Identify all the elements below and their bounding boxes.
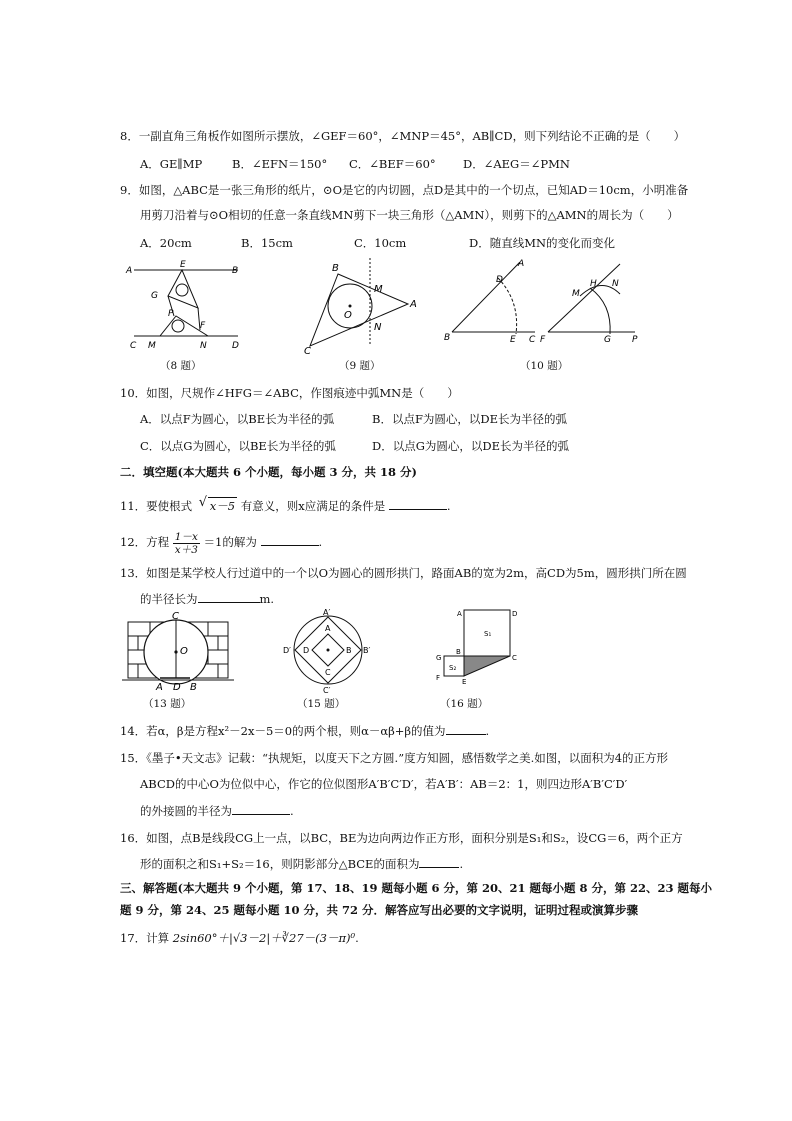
- figure-10: [440, 256, 645, 348]
- section-3-heading-line2: 题 9 分，第 24、25 题每小题 10 分，共 72 分．解答应写出必要的文字说明，证明过程或演算步骤: [120, 903, 639, 917]
- q15-line3-end: .: [290, 804, 294, 818]
- q16-line1: 16．如图，点B是线段CG上一点，以BC，BE为边向两边作正方形，面积分别是S₁和S₂，设CG＝6，两个正方: [120, 831, 683, 845]
- fig13-label-d: D: [173, 682, 181, 692]
- fig9-label-o: O: [344, 310, 352, 321]
- fig13-label-c: C: [172, 611, 179, 622]
- q15-line1: 15．《墨子•天文志》记载：“执规矩，以度天下之方圆.”度方知圆，感悟数学之美.如图，以面积为4的正方形: [120, 751, 669, 765]
- fig15-label-d: D: [303, 646, 310, 655]
- fig13-caption: （13 题）: [143, 698, 192, 710]
- q11-radical: √ x－5: [208, 497, 237, 514]
- fig16-label-d: D: [512, 610, 518, 618]
- fig15-label-a-prime: A′: [323, 608, 331, 617]
- q8-option-a: A．GE∥MP: [140, 157, 203, 171]
- q16-answer-blank[interactable]: [419, 856, 459, 868]
- q13-answer-blank[interactable]: [198, 591, 260, 603]
- q9-stem-line1: 9．如图，△ABC是一张三角形的纸片，⊙O是它的内切圆，点D是其中的一个切点，已知AD＝10cm，小明准备: [120, 183, 689, 197]
- fig10-label-g: G: [604, 335, 611, 345]
- figure-16: [428, 606, 524, 692]
- fig9-label-b: B: [332, 263, 339, 274]
- fig13-label-o: O: [180, 646, 188, 657]
- q16-line2: [140, 856, 463, 872]
- q17-pre: 17．计算: [120, 931, 170, 945]
- q16-line2-pre: 形的面积之和S₁+S₂＝16，则阴影部分△BCE的面积为: [140, 857, 420, 871]
- q11-post: 有意义，则x应满足的条件是: [240, 499, 386, 513]
- q15-line2: ABCD的中心O为位似中心，作它的位似图形A′B′C′D′，若A′B′：AB＝2：1，则四边形A′B′C′D′: [140, 777, 628, 791]
- q13-line2: [140, 591, 274, 607]
- fig9-caption: （9 题）: [339, 360, 381, 372]
- fig8-label-f: F: [200, 321, 206, 331]
- fig15-label-b-prime: B′: [363, 646, 371, 655]
- q17-end: .: [355, 931, 359, 945]
- q10-option-b: B．以点F为圆心，以DE长为半径的弧: [372, 412, 568, 426]
- q17: [120, 930, 359, 946]
- q8-option-d: D．∠AEG＝∠PMN: [463, 157, 570, 171]
- fig8-label-n: N: [200, 341, 207, 351]
- fig8-label-m: M: [148, 341, 156, 351]
- fig10-label-a: A: [518, 259, 525, 269]
- q11-pre: 11．要使根式: [120, 499, 193, 513]
- q13-line1: 13．如图是某学校人行过道中的一个以O为圆心的圆形拱门，路面AB的宽为2m，高CD为5m，圆形拱门所在圆: [120, 566, 687, 580]
- q8-option-c: C．∠BEF＝60°: [349, 157, 436, 171]
- q16-line2-end: .: [459, 857, 464, 871]
- q8-option-b: B．∠EFN＝150°: [232, 157, 328, 171]
- q9-stem-line2: 用剪刀沿着与⊙O相切的任意一条直线MN剪下一块三角形（△AMN），则剪下的△AMN的周长为（ ）: [140, 208, 679, 222]
- q12-fraction: [173, 531, 200, 556]
- fig10-label-m: M: [572, 289, 580, 299]
- fig8-label-g: G: [151, 291, 158, 301]
- q8-stem: 8．一副直角三角板作如图所示摆放，∠GEF＝60°，∠MNP＝45°，AB∥CD，则下列结论不正确的是（ ）: [120, 129, 686, 143]
- fig16-label-s1: S₁: [484, 630, 492, 638]
- q12-answer-blank[interactable]: [261, 534, 319, 546]
- q14-text: 14．若α，β是方程x²－2x－5＝0的两个根，则α－αβ+β的值为: [120, 724, 446, 738]
- fig10-label-p: P: [632, 335, 638, 345]
- q12-post: ＝1的解为: [203, 535, 257, 549]
- q15-line3-pre: 的外接圆的半径为: [140, 804, 232, 818]
- q15-line3: [140, 803, 294, 819]
- q17-expression: 2sin60°＋|√3－2|＋∛27－(3－π)⁰: [172, 931, 356, 945]
- fig16-label-c: C: [512, 654, 517, 662]
- fig8-label-c: C: [130, 341, 137, 351]
- fig9-label-a: A: [410, 299, 417, 310]
- q9-option-c: C．10cm: [354, 236, 407, 250]
- fig9-label-c: C: [304, 346, 311, 356]
- fig8-label-a: A: [126, 266, 133, 276]
- fig10-label-c: C: [529, 335, 536, 345]
- fig9-label-m: M: [374, 284, 383, 295]
- fig16-caption: （16 题）: [440, 698, 489, 710]
- q9-option-b: B．15cm: [241, 236, 293, 250]
- q12: [120, 528, 322, 556]
- fig9-label-n: N: [374, 322, 382, 333]
- q13-line2-pre: 的半径长为: [140, 592, 198, 606]
- q11-answer-blank[interactable]: [389, 498, 447, 510]
- q12-end: .: [318, 535, 323, 549]
- q9-option-d: D．随直线MN的变化而变化: [469, 236, 616, 250]
- figure-8: [120, 258, 250, 353]
- fig15-label-d-prime: D′: [283, 646, 291, 655]
- fig8-label-e: E: [180, 260, 186, 270]
- fig8-label-p: P: [168, 309, 174, 319]
- fig13-label-b: B: [190, 682, 197, 692]
- fig16-label-b: B: [456, 648, 461, 656]
- fig16-label-a: A: [457, 610, 462, 618]
- fig16-label-g: G: [436, 654, 442, 662]
- fig15-label-c-prime: C′: [323, 686, 331, 694]
- q10-option-a: A．以点F为圆心，以BE长为半径的弧: [140, 412, 335, 426]
- q14: [120, 723, 489, 739]
- fig16-label-e: E: [462, 678, 467, 686]
- q10-option-c: C．以点G为圆心，以BE长为半径的弧: [140, 439, 336, 453]
- figure-9: [300, 258, 425, 356]
- q13-line2-post: m.: [259, 592, 275, 606]
- fig8-label-b: B: [232, 266, 239, 276]
- fig10-label-e: E: [510, 335, 516, 345]
- fig15-label-b: B: [346, 646, 352, 655]
- fig10-label-b: B: [444, 333, 451, 343]
- fig8-caption: （8 题）: [160, 360, 202, 372]
- fig13-label-a: A: [156, 682, 163, 692]
- q9-option-a: A．20cm: [140, 236, 192, 250]
- q15-answer-blank[interactable]: [232, 803, 290, 815]
- fig15-label-c: C: [325, 668, 331, 677]
- fig15-caption: （15 题）: [297, 698, 346, 710]
- section-3-heading-line1: 三、解答题(本大题共 9 个小题，第 17、18、19 题每小题 6 分，第 20、21 题每小题 8 分，第 22、23 题每小: [120, 881, 713, 895]
- q14-end: .: [485, 724, 490, 738]
- fig10-label-f: F: [540, 335, 546, 345]
- q12-numerator: 1－x: [174, 530, 198, 543]
- fig10-caption: （10 题）: [520, 360, 569, 372]
- fig16-label-s2: S₂: [449, 664, 457, 672]
- figure-15: [282, 608, 374, 694]
- fig15-label-a: A: [325, 624, 331, 633]
- q10-option-d: D．以点G为圆心，以DE长为半径的弧: [372, 439, 570, 453]
- fig10-label-d: D: [496, 275, 503, 285]
- fig10-label-h: H: [590, 279, 597, 289]
- fig16-label-f: F: [436, 674, 441, 682]
- fig10-label-n: N: [612, 279, 619, 289]
- q11: [120, 497, 451, 514]
- figure-13: [120, 610, 238, 692]
- q10-stem: 10．如图，尺规作∠HFG＝∠ABC，作图痕迹中弧MN是（ ）: [120, 386, 459, 400]
- section-2-heading: 二．填空题(本大题共 6 个小题，每小题 3 分，共 18 分): [120, 465, 417, 479]
- q11-end: .: [446, 499, 451, 513]
- q12-pre: 12．方程: [120, 535, 170, 549]
- q14-answer-blank[interactable]: [446, 723, 486, 735]
- q12-denominator: x＋3: [174, 543, 198, 556]
- fig8-label-d: D: [232, 341, 239, 351]
